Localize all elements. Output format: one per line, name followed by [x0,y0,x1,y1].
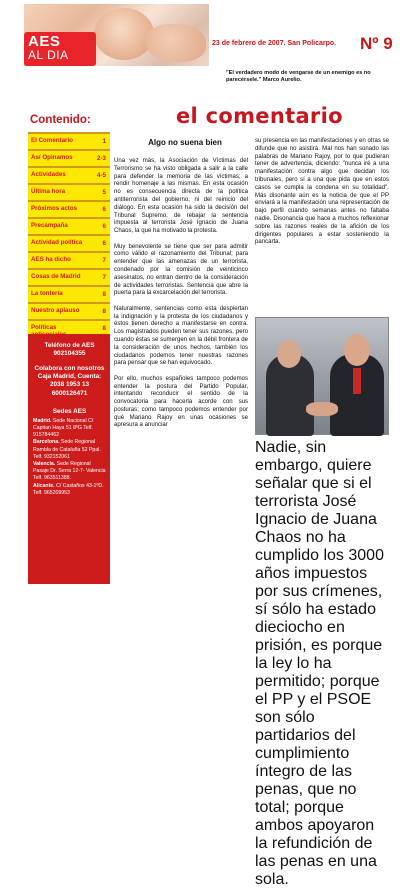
person-left-face [277,340,301,368]
toc-label: Próximos actos [31,205,78,212]
sede-text: C/ Castaños 43-1ºD. Telf. 965209953 [33,482,104,496]
toc-label: Actividad política [31,239,83,246]
sede-text: Sede Regional Rambla de Cataluña 52 Ppal. Telf. 932152061 [33,439,101,460]
politicians-handshake-photo [255,317,389,435]
toc-item[interactable] [28,236,110,253]
toc-label: AES ha dicho [31,256,71,263]
toc-page: 6 [102,223,106,230]
logo-line1: AES [28,33,61,50]
toc-label: Actividades [31,171,66,178]
article-title: Algo no suena bien [148,138,222,147]
toc-page: 8 [102,308,106,315]
article-paragraph: su presencia en las manifestaciones y en otras se difunde que no asistirá. Mal nos han sonado las palabras de Mariano Rajoy, por lo que pudieran tener de advertencia, diciendo: "nunca iré a una manifestación contra algo que decidan los tribunales, pero sí a una que pida que en estos casos se cumpla la condena en su totalidad". Más disonante aún es la noticia de que el PP enviará a la manifestación una representación de bajo perfil cuando semanas antes no faltaba nadie. Disonancia que hace a muchos reflexionar sobre las razones reales de la afición de los dirigentes populares a estar sosteniendo la pancarta. [255,138,389,246]
sedes-list [33,418,106,497]
sedes-title: Sedes AES [52,407,87,415]
toc-item[interactable] [28,168,110,185]
contents-title: Contenido: [30,114,91,126]
toc-page: 1 [102,138,106,145]
toc-page: 2-3 [97,155,106,162]
sede-item [33,461,106,483]
toc-item[interactable] [28,134,110,151]
article-column-1 [114,138,248,438]
article-paragraph: Nadie, sin embargo, quiere señalar que si el terrorista José Ignacio de Juana Chaos no ha cumplido los 3000 años impuestos por sus crímenes, sí sólo ha estado dieciocho en prisión, es porque la ley lo ha permitido; porque el PP y el PSOE son sólo partidarios del cumplimiento íntegro de las penas, que no total; porque ambos apoyaron la refundición de las penas en una sola. [255,439,384,888]
article-paragraph: Por ello, muchos españoles tampoco podemos entender la postura del Partido Popular, intentando reconducir el sentido de la convocatoria para hacerla acorde con sus posturas; como tampoco podemos entender por qué Mariano Rajoy en unas ocasiones se apresura a anunciar [114,375,248,429]
article-column-2-continued [255,439,389,889]
bank-account-info: Colabora con nosotros Caja Madrid, Cuenta: 2038 1953 13 6000126471 [34,365,105,397]
toc-item[interactable] [28,253,110,270]
baby-face-shape [94,8,154,60]
toc-page: 5 [102,189,106,196]
toc-item[interactable] [28,219,110,236]
toc-item[interactable] [28,185,110,202]
contact-box [28,334,110,584]
toc-page: 7 [102,274,106,281]
sede-text: Sede Regional Pasaje Dr. Serra 12-7- Valencia Telf. 963511388. [33,461,106,482]
phone-number: 902104355 [53,350,86,357]
sede-city: Barcelona. [33,439,60,446]
person-right-face [344,334,370,366]
header-quote: "El verdadero modo de vengarse de un enemigo es no parecérsele." Marco Aurelio. [226,70,371,84]
issue-date: 23 de febrero de 2007. San Policarpo. [212,40,337,47]
toc-label: El Comentario [31,137,73,144]
sede-item [33,418,106,440]
toc-label: Así Opinamos [31,154,73,161]
toc-label: Políticas [31,324,57,331]
sede-item [33,439,106,461]
toc-page: 8 [102,291,106,298]
table-of-contents [28,132,110,345]
sede-city: Valencia. [33,461,56,468]
toc-label: Cosas de Madrid [31,273,81,280]
toc-item[interactable] [28,304,110,321]
article-paragraph: Una vez más, la Asociación de Víctimas del Terrorismo se ha visto obligada a salir a la calle para defender la memoria de las víctimas; a rendir homenaje a las mismas. En esta ocasión no es consecuencia directa de la política antiterrorista del gobierno, ni del reinicio del diálogo. En esta ocasión ha sido la decisión del Tribunal Supremo, de rebajar la sentencia impuesta al terrorista José Ignacio de Juana Chaos, la que ha motivado la protesta. [114,158,248,235]
toc-label: Nuestro aplauso [31,307,80,314]
header [4,4,416,96]
toc-page: 4-5 [97,172,106,179]
sede-item [33,483,106,497]
toc-page: 6 [102,206,106,213]
toc-page: 7 [102,257,106,264]
phone-label: Teléfono de AES [44,342,95,349]
toc-page: 8 [102,325,106,332]
sede-city: Alicante. [33,482,55,489]
toc-item[interactable] [28,270,110,287]
handshake [306,402,338,416]
article-paragraph: Naturalmente, sentencias como esta despiertan la indignación y la protesta de los ciudadanos y éstos tienen derecho a manifestarse en contra. Los magistrados pueden tener sus razones, pero cuando éstas se sumergen en la débil frontera de la consideración de unos hechos, también los ciudadanos podemos tener nuestras razones para pensar que se han equivocado. [114,305,248,367]
section-title: el comentario [176,104,343,128]
article-column-2 [255,138,389,255]
phone-block [33,342,106,358]
toc-page: 6 [102,240,106,247]
sede-text: Sede Nacional C/ Capitan Haya 51 8ºG Telf. 915784462 [33,417,94,439]
toc-item[interactable] [28,202,110,219]
toc-item[interactable] [28,151,110,168]
toc-label: La tontería [31,290,63,297]
toc-label: Última hora [31,188,66,195]
article-paragraph: Muy benevolente se tiene que ser para admitir como válido el razonamiento del Tribunal; para entender que las amenazas de un terrorista, condenado por la comisión de veinticinco asesinatos, no entran dentro de la consideración de actividades terroristas. Sentencia que abre la puerta para la excarcelación del terrorista. [114,243,248,297]
toc-label: Precampaña [31,222,68,229]
hand-shape [146,24,206,62]
logo-line2: AL DIA [28,48,69,62]
toc-item[interactable] [28,287,110,304]
person-right-shape [330,354,384,436]
issue-number: Nº 9 [360,34,393,53]
sede-city: Madrid. [33,417,52,424]
aes-logo [24,32,96,66]
red-tie [353,368,361,394]
